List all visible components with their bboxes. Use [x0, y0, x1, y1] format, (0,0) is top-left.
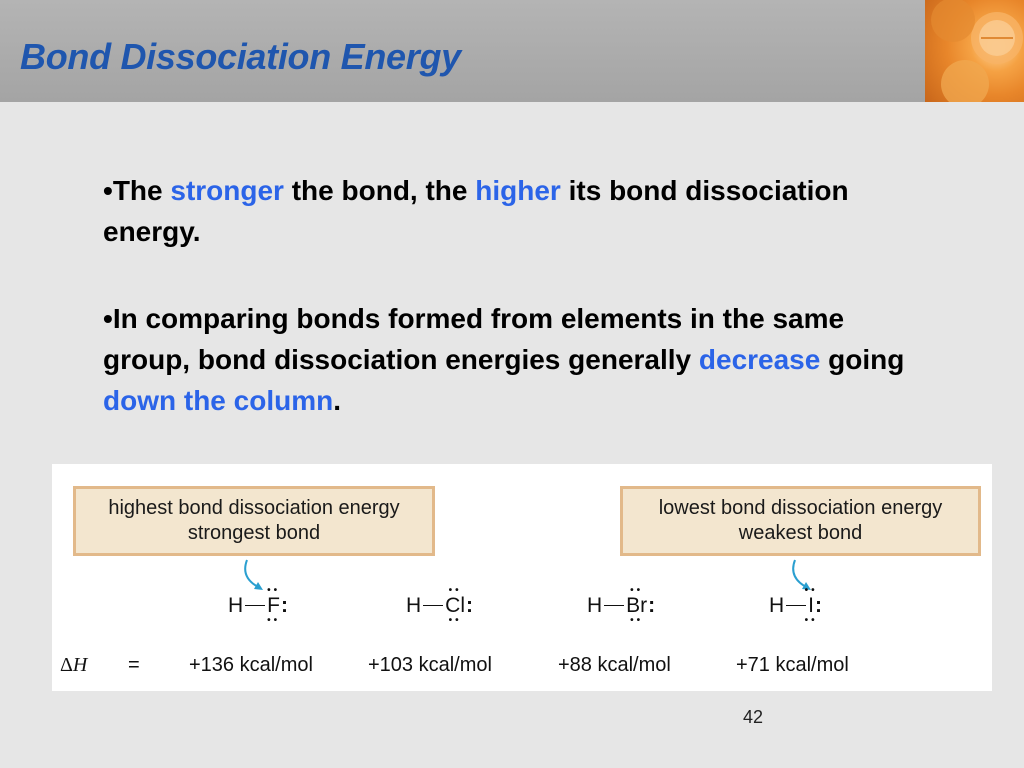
bullet-2-text-a: In comparing bonds formed from elements in the same group, bond dissociation energies generally: [103, 303, 845, 375]
delta-h-label: [60, 654, 87, 677]
value-hf: +136 kcal/mol: [189, 654, 313, 676]
bond-energy-figure: [52, 464, 992, 691]
slide-header: [0, 0, 1024, 102]
molecule-hcl: [406, 585, 474, 626]
bullet-1-text-c: its bond dissociation energy.: [103, 175, 849, 247]
bullet-2-marker: •: [103, 303, 113, 334]
molecule-hi: [769, 585, 823, 626]
hf-f-atom: •• F ••: [267, 585, 281, 626]
left-pointer-arrow-icon: [232, 556, 272, 596]
hcl-h-atom: H: [406, 594, 422, 617]
value-hcl: +103 kcal/mol: [368, 654, 492, 676]
left-box-line-1: highest bond dissociation energy: [108, 497, 400, 519]
hbr-br-atom: •• Br ••: [626, 585, 648, 626]
left-box-line-2: strongest bond: [187, 522, 321, 544]
hbr-bond: [604, 605, 624, 606]
pills-graphic: [925, 0, 1024, 102]
molecule-hbr: [587, 585, 656, 626]
hi-h-atom: H: [769, 594, 785, 617]
hbr-lone-pair: :: [648, 594, 656, 617]
hi-lone-pair: :: [815, 594, 823, 617]
bullet-1-highlight-stronger: stronger: [170, 175, 284, 206]
value-hbr: +88 kcal/mol: [558, 654, 671, 676]
highest-energy-label-box: [73, 486, 435, 556]
hcl-bond: [423, 605, 443, 606]
bullet-2-text-c: .: [333, 385, 341, 416]
bullet-1-highlight-higher: higher: [475, 175, 561, 206]
delta-symbol: Δ: [60, 654, 73, 676]
bullet-1-text-a: The: [112, 175, 171, 206]
hf-bond: [245, 605, 265, 606]
bullet-2-highlight-down-column: down the column: [103, 385, 334, 416]
hi-bond: [786, 605, 806, 606]
hf-lone-pair: :: [281, 594, 288, 617]
bullet-1: [103, 170, 933, 252]
hbr-h-atom: H: [587, 594, 603, 617]
bullet-1-text-b: the bond, the: [283, 175, 476, 206]
equals-sign: =: [128, 654, 140, 676]
molecule-hf: [228, 585, 288, 626]
hcl-cl-atom: •• Cl ••: [445, 585, 466, 626]
right-box-line-1: lowest bond dissociation energy: [658, 497, 943, 519]
right-box-line-2: weakest bond: [738, 522, 863, 544]
slide-title: Bond Dissociation Energy: [20, 36, 461, 77]
hf-h-atom: H: [228, 594, 244, 617]
bullet-2-text-b: going: [820, 344, 905, 375]
decorative-pills-image: [925, 0, 1024, 102]
page-number: 42: [743, 707, 764, 727]
value-hi: +71 kcal/mol: [736, 654, 849, 676]
hcl-lone-pair: :: [466, 594, 474, 617]
bullet-2-highlight-decrease: decrease: [698, 344, 821, 375]
bullet-2: [103, 298, 933, 421]
bullet-1-marker: •: [103, 175, 113, 206]
h-variable: H: [72, 654, 88, 676]
lowest-energy-label-box: [620, 486, 981, 556]
hi-i-atom: •• I ••: [804, 585, 818, 626]
bullet-list: [103, 170, 933, 467]
